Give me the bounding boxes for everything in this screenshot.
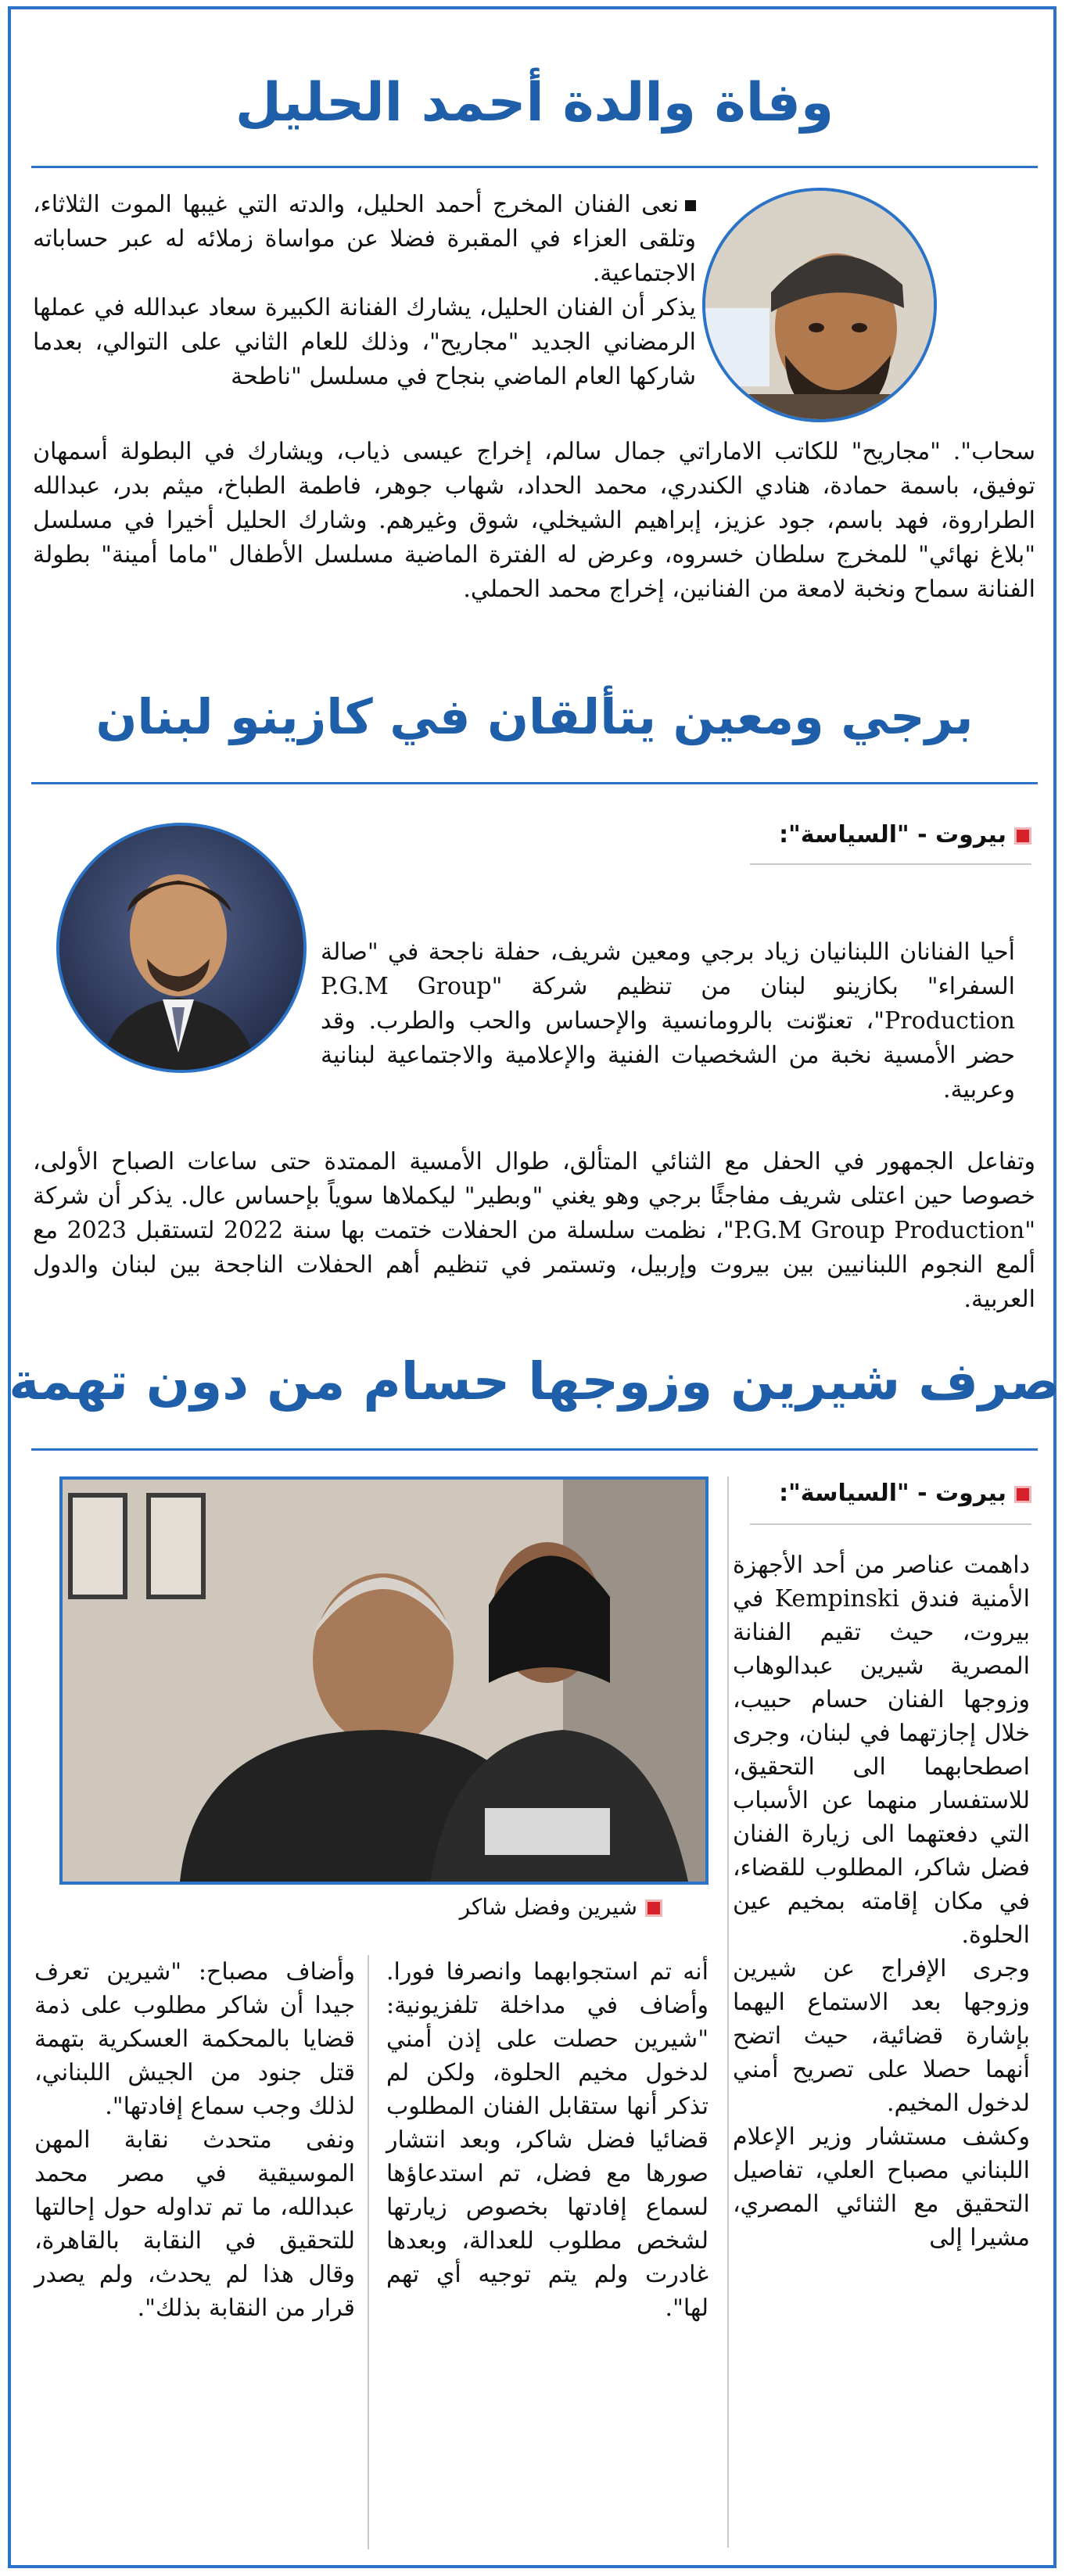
article1-body-wrap [33, 291, 696, 441]
article1-paragraph-2-part: يذكر أن الفنان الحليل، يشارك الفنانة الكبيرة سعاد عبدالله في عملها الرمضاني الجديد "مجاريح"، وذلك للعام الثاني على التوالي، بعدما شاركها العام الماضي بنجاح في مسلسل "ناطحة [33, 294, 696, 390]
article3-photo [59, 1476, 708, 1885]
article3-col-middle-p1: أنه تم استجوابهما وانصرفا فورا. وأضاف في مداخلة تلفزيونية: "شيرين حصلت على إذن أمني لدخول مخيم الحلوة، ولكن لم تذكر أنها ستقابل الفنان المطلوب قضائيا فضل شاكر، وبعد انتشار صورها مع فضل، تم استدعاؤها لسماع إفادتها بخصوص زيارتها لشخص مطلوب للعدالة، وبعدها غادرت ولم يتم توجيه أي تهم لها". [386, 1958, 708, 2322]
article3-caption [460, 1894, 662, 1920]
red-marker-icon [1014, 827, 1031, 845]
article3-col-left-p1: وأضاف مصباح: "شيرين تعرف جيدا أن شاكر مطلوب على ذمة قضايا بالمحكمة العسكرية بتهمة قتل جنود من الجيش اللبناني، لذلك وجب سماع إفادتها". [34, 1958, 355, 2120]
article3-column-left [34, 1955, 355, 2325]
article1-headline: وفاة والدة أحمد الحليل [235, 72, 834, 134]
article3-divider [31, 1448, 1038, 1451]
article3-column-right [733, 1548, 1030, 2255]
article2-body-full [33, 1145, 1035, 1317]
article1-body-top [33, 188, 696, 291]
red-marker-icon [645, 1900, 662, 1917]
article3-col-right-p1: داهمت عناصر من أحد الأجهزة الأمنية فندق Kempinski في بيروت، حيث تقيم الفنانة المصرية شيرين عبدالوهاب وزوجها الفنان حسام حبيب، خلال إجازتهما في لبنان، وجرى اصطحابهما الى التحقيق، للاستفسار منهما عن الأسباب التي دفعتهما الى زيارة الفنان فضل شاكر، المطلوب للقضاء، في مكان إقامته بمخيم عين الحلوة. [733, 1552, 1030, 1949]
article1-divider [31, 166, 1038, 168]
article3-column-middle [386, 1955, 708, 2325]
column-rule-left [368, 1955, 369, 2549]
article3-headline: صرف شيرين وزوجها حسام من دون تهمة [9, 1351, 1060, 1412]
article1-body-full [33, 435, 1035, 607]
article3-caption-text: شيرين وفضل شاكر [459, 1894, 637, 1920]
portrait-man-cap-image [702, 191, 934, 422]
article2-body-wrap [321, 935, 1015, 1107]
column-rule-right [727, 1476, 729, 2548]
article2-byline-text: بيروت - "السياسة": [779, 821, 1006, 849]
red-marker-icon [1014, 1486, 1031, 1503]
bullet-marker [685, 200, 696, 211]
photo-man-woman-image [63, 1480, 705, 1882]
article3-col-right-p2: وجرى الإفراج عن شيرين وزوجها بعد الاستماع اليهما بإشارة قضائية، حيث اتضح أنهما حصلا على تصريح أمني لدخول المخيم. [733, 1955, 1030, 2117]
article2-paragraph-1: أحيا الفنانان اللبنانيان زياد برجي ومعين شريف، حفلة ناجحة في "صالة السفراء" بكازينو لبنان من تنظيم شركة "P.G.M Group Production"، تعنوّنت بالرومانسية والإحساس والحب والطرب. وقد حضر الأمسية نخبة من الشخصيات الفنية والإعلامية والاجتماعية لبنانية وعربية. [321, 938, 1015, 1103]
article2-byline [779, 821, 1031, 849]
article1-portrait-photo [702, 188, 937, 422]
article1-paragraph-1: نعى الفنان المخرج أحمد الحليل، والدته التي غيبها الموت الثلاثاء، وتلقى العزاء في المقبرة فضلا عن مواساة زملائه له عبر حساباته الاجتماعية. [33, 191, 696, 287]
article3-byline-text: بيروت - "السياسة": [779, 1480, 1006, 1507]
portrait-man-suit-image [56, 826, 303, 1073]
article1-paragraph-2: سحاب". "مجاريح" للكاتب الاماراتي جمال سالم، إخراج عيسى ذياب، ويشارك في البطولة أسمهان توفيق، باسمة حمادة، هنادي الكندري، محمد الحداد، شهاب جوهر، فاطمة الطباخ، ميثم بدر، عبدالله الطراروة، فهد باسم، جود عزيز، إبراهيم الشيخلي، شوق وغيرهم. وشارك الحليل أخيرا في مسلسل "بلاغ نهائي" للمخرج سلطان خسروه، وعرض له الفترة الماضية مسلسل الأطفال "ماما أمينة" بطولة الفنانة سماح ونخبة لامعة من الفنانين، إخراج محمد الحملي. [33, 438, 1035, 603]
article3-byline [779, 1480, 1031, 1507]
article3-col-left-p2: ونفى متحدث نقابة المهن الموسيقية في مصر محمد عبدالله، ما تم تداوله حول إحالتها للتحقيق في النقابة بالقاهرة، وقال هذا لم يحدث، ولم يصدر قرار من النقابة بذلك". [34, 2126, 355, 2322]
article2-paragraph-2: وتفاعل الجمهور في الحفل مع الثنائي المتألق، طوال الأمسية الممتدة حتى ساعات الصباح الأولى، خصوصا حين اعتلى شريف مفاجئًا برجي وهو يغني "وبطير" ليكملاها سوياً بإحساس عال. يذكر أن شركة "P.G.M Group Production"، نظمت سلسلة من الحفلات ختمت بها سنة 2022 لتستقبل 2023 مع ألمع النجوم اللبنانيين بين بيروت وإربيل، وتستمر في تنظيم أهم الحفلات الناجحة بين لبنان والدول العربية. [33, 1148, 1036, 1313]
article2-portrait-photo [56, 823, 307, 1073]
article2-divider [31, 782, 1038, 784]
article3-byline-rule [750, 1523, 1031, 1525]
article2-headline: برجي ومعين يتألقان في كازينو لبنان [95, 688, 974, 745]
article2-byline-rule [750, 863, 1031, 865]
article3-col-right-p3: وكشف مستشار وزير الإعلام اللبناني مصباح العلي، تفاصيل التحقيق مع الثنائي المصري، مشيرا إلى [733, 2123, 1030, 2251]
